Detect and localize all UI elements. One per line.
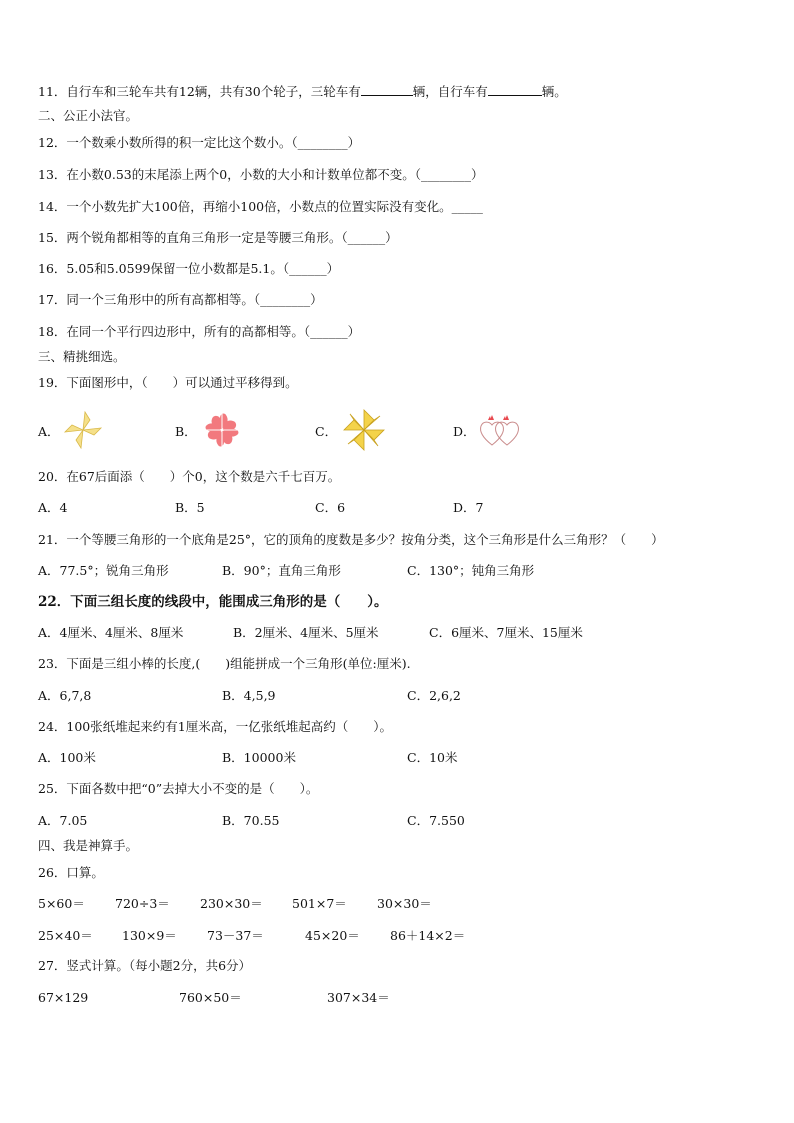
q20-option-c[interactable]: C．6 bbox=[315, 500, 346, 515]
question-13: 13．在小数0.53的末尾添上两个0，小数的大小和计数单位都不变。（________） bbox=[38, 167, 484, 182]
question-19: 19．下面图形中，（ ）可以通过平移得到。 bbox=[38, 375, 298, 390]
q11-text-b: 辆，自行车有 bbox=[412, 84, 488, 99]
q19-option-c[interactable]: C． bbox=[315, 424, 338, 439]
q21-option-a[interactable]: A．77.5°；锐角三角形 bbox=[38, 563, 169, 578]
vertical-calc-item: 307×34＝ bbox=[327, 990, 390, 1005]
oral-calc-item: 30×30＝ bbox=[377, 896, 432, 911]
vertical-calc-item: 67×129 bbox=[38, 990, 89, 1005]
q19-option-a[interactable]: A． bbox=[38, 424, 60, 439]
square-pinwheel-icon bbox=[342, 408, 386, 452]
question-18: 18．在同一个平行四边形中，所有的高都相等。（______） bbox=[38, 324, 361, 339]
pinwheel-icon bbox=[62, 410, 104, 450]
oral-calc-item: 230×30＝ bbox=[200, 896, 263, 911]
question-16: 16．5.05和5.0599保留一位小数都是5.1。（______） bbox=[38, 261, 340, 276]
answer-blank[interactable] bbox=[361, 83, 413, 96]
q25-option-a[interactable]: A．7.05 bbox=[38, 813, 88, 828]
question-25: 25．下面各数中把“0”去掉大小不变的是（ ）。 bbox=[38, 781, 319, 796]
q20-option-d[interactable]: D．7 bbox=[453, 500, 484, 515]
q22-option-c[interactable]: C．6厘米、7厘米、15厘米 bbox=[429, 625, 583, 640]
q22-option-a[interactable]: A．4厘米、4厘米、8厘米 bbox=[38, 625, 184, 640]
question-23: 23．下面是三组小棒的长度,( )组能拼成一个三角形(单位:厘米). bbox=[38, 656, 411, 671]
question-17: 17．同一个三角形中的所有高都相等。（________） bbox=[38, 292, 323, 307]
question-14: 14．一个小数先扩大100倍，再缩小100倍，小数点的位置实际没有变化。_____ bbox=[38, 199, 483, 214]
clover-icon bbox=[200, 410, 244, 450]
section-4-heading: 四、我是神算手。 bbox=[38, 838, 139, 853]
q19-options bbox=[0, 410, 794, 450]
q21-option-b[interactable]: B．90°；直角三角形 bbox=[222, 563, 341, 578]
oral-calc-item: 720÷3＝ bbox=[115, 896, 170, 911]
vertical-calc-item: 760×50＝ bbox=[179, 990, 242, 1005]
q23-option-c[interactable]: C．2,6,2 bbox=[407, 688, 461, 703]
question-15: 15．两个锐角都相等的直角三角形一定是等腰三角形。（______） bbox=[38, 230, 398, 245]
question-21: 21．一个等腰三角形的一个底角是25°，它的顶角的度数是多少？按角分类，这个三角形是什么三角形？（ ） bbox=[38, 532, 664, 547]
oral-calc-item: 86＋14×2＝ bbox=[390, 928, 466, 943]
question-20: 20．在67后面添（ ）个0，这个数是六千七百万。 bbox=[38, 469, 341, 484]
q11-text-c: 辆。 bbox=[541, 84, 567, 99]
q23-option-b[interactable]: B．4,5,9 bbox=[222, 688, 276, 703]
oral-calc-item: 45×20＝ bbox=[305, 928, 360, 943]
question-11 bbox=[38, 83, 567, 100]
q19-option-b[interactable]: B． bbox=[175, 424, 197, 439]
answer-blank[interactable] bbox=[488, 83, 542, 96]
q11-text-a: 11．自行车和三轮车共有12辆，共有30个轮子，三轮车有 bbox=[38, 84, 361, 99]
question-27: 27．竖式计算。（每小题2分，共6分） bbox=[38, 958, 252, 973]
question-12: 12．一个数乘小数所得的积一定比这个数小。（________） bbox=[38, 135, 361, 150]
q25-option-b[interactable]: B．70.55 bbox=[222, 813, 280, 828]
question-24: 24．100张纸堆起来约有1厘米高，一亿张纸堆起高约（ ）。 bbox=[38, 719, 392, 734]
oral-calc-item: 25×40＝ bbox=[38, 928, 93, 943]
oral-calc-item: 5×60＝ bbox=[38, 896, 85, 911]
q24-option-b[interactable]: B．10000米 bbox=[222, 750, 296, 765]
question-22: 22．下面三组长度的线段中，能围成三角形的是（ ）。 bbox=[38, 594, 388, 610]
hearts-icon bbox=[477, 412, 523, 448]
q23-option-a[interactable]: A．6,7,8 bbox=[38, 688, 92, 703]
q21-option-c[interactable]: C．130°；钝角三角形 bbox=[407, 563, 535, 578]
q24-option-c[interactable]: C．10米 bbox=[407, 750, 458, 765]
section-3-heading: 三、精挑细选。 bbox=[38, 349, 126, 364]
q19-option-d[interactable]: D． bbox=[453, 424, 476, 439]
question-26: 26．口算。 bbox=[38, 865, 104, 880]
oral-calc-item: 130×9＝ bbox=[122, 928, 177, 943]
q24-option-a[interactable]: A．100米 bbox=[38, 750, 96, 765]
oral-calc-item: 501×7＝ bbox=[292, 896, 347, 911]
section-2-heading: 二、公正小法官。 bbox=[38, 108, 139, 123]
q20-option-a[interactable]: A．4 bbox=[38, 500, 68, 515]
q22-option-b[interactable]: B．2厘米、4厘米、5厘米 bbox=[233, 625, 379, 640]
q25-option-c[interactable]: C．7.550 bbox=[407, 813, 465, 828]
q20-option-b[interactable]: B．5 bbox=[175, 500, 205, 515]
oral-calc-item: 73－37＝ bbox=[207, 928, 264, 943]
